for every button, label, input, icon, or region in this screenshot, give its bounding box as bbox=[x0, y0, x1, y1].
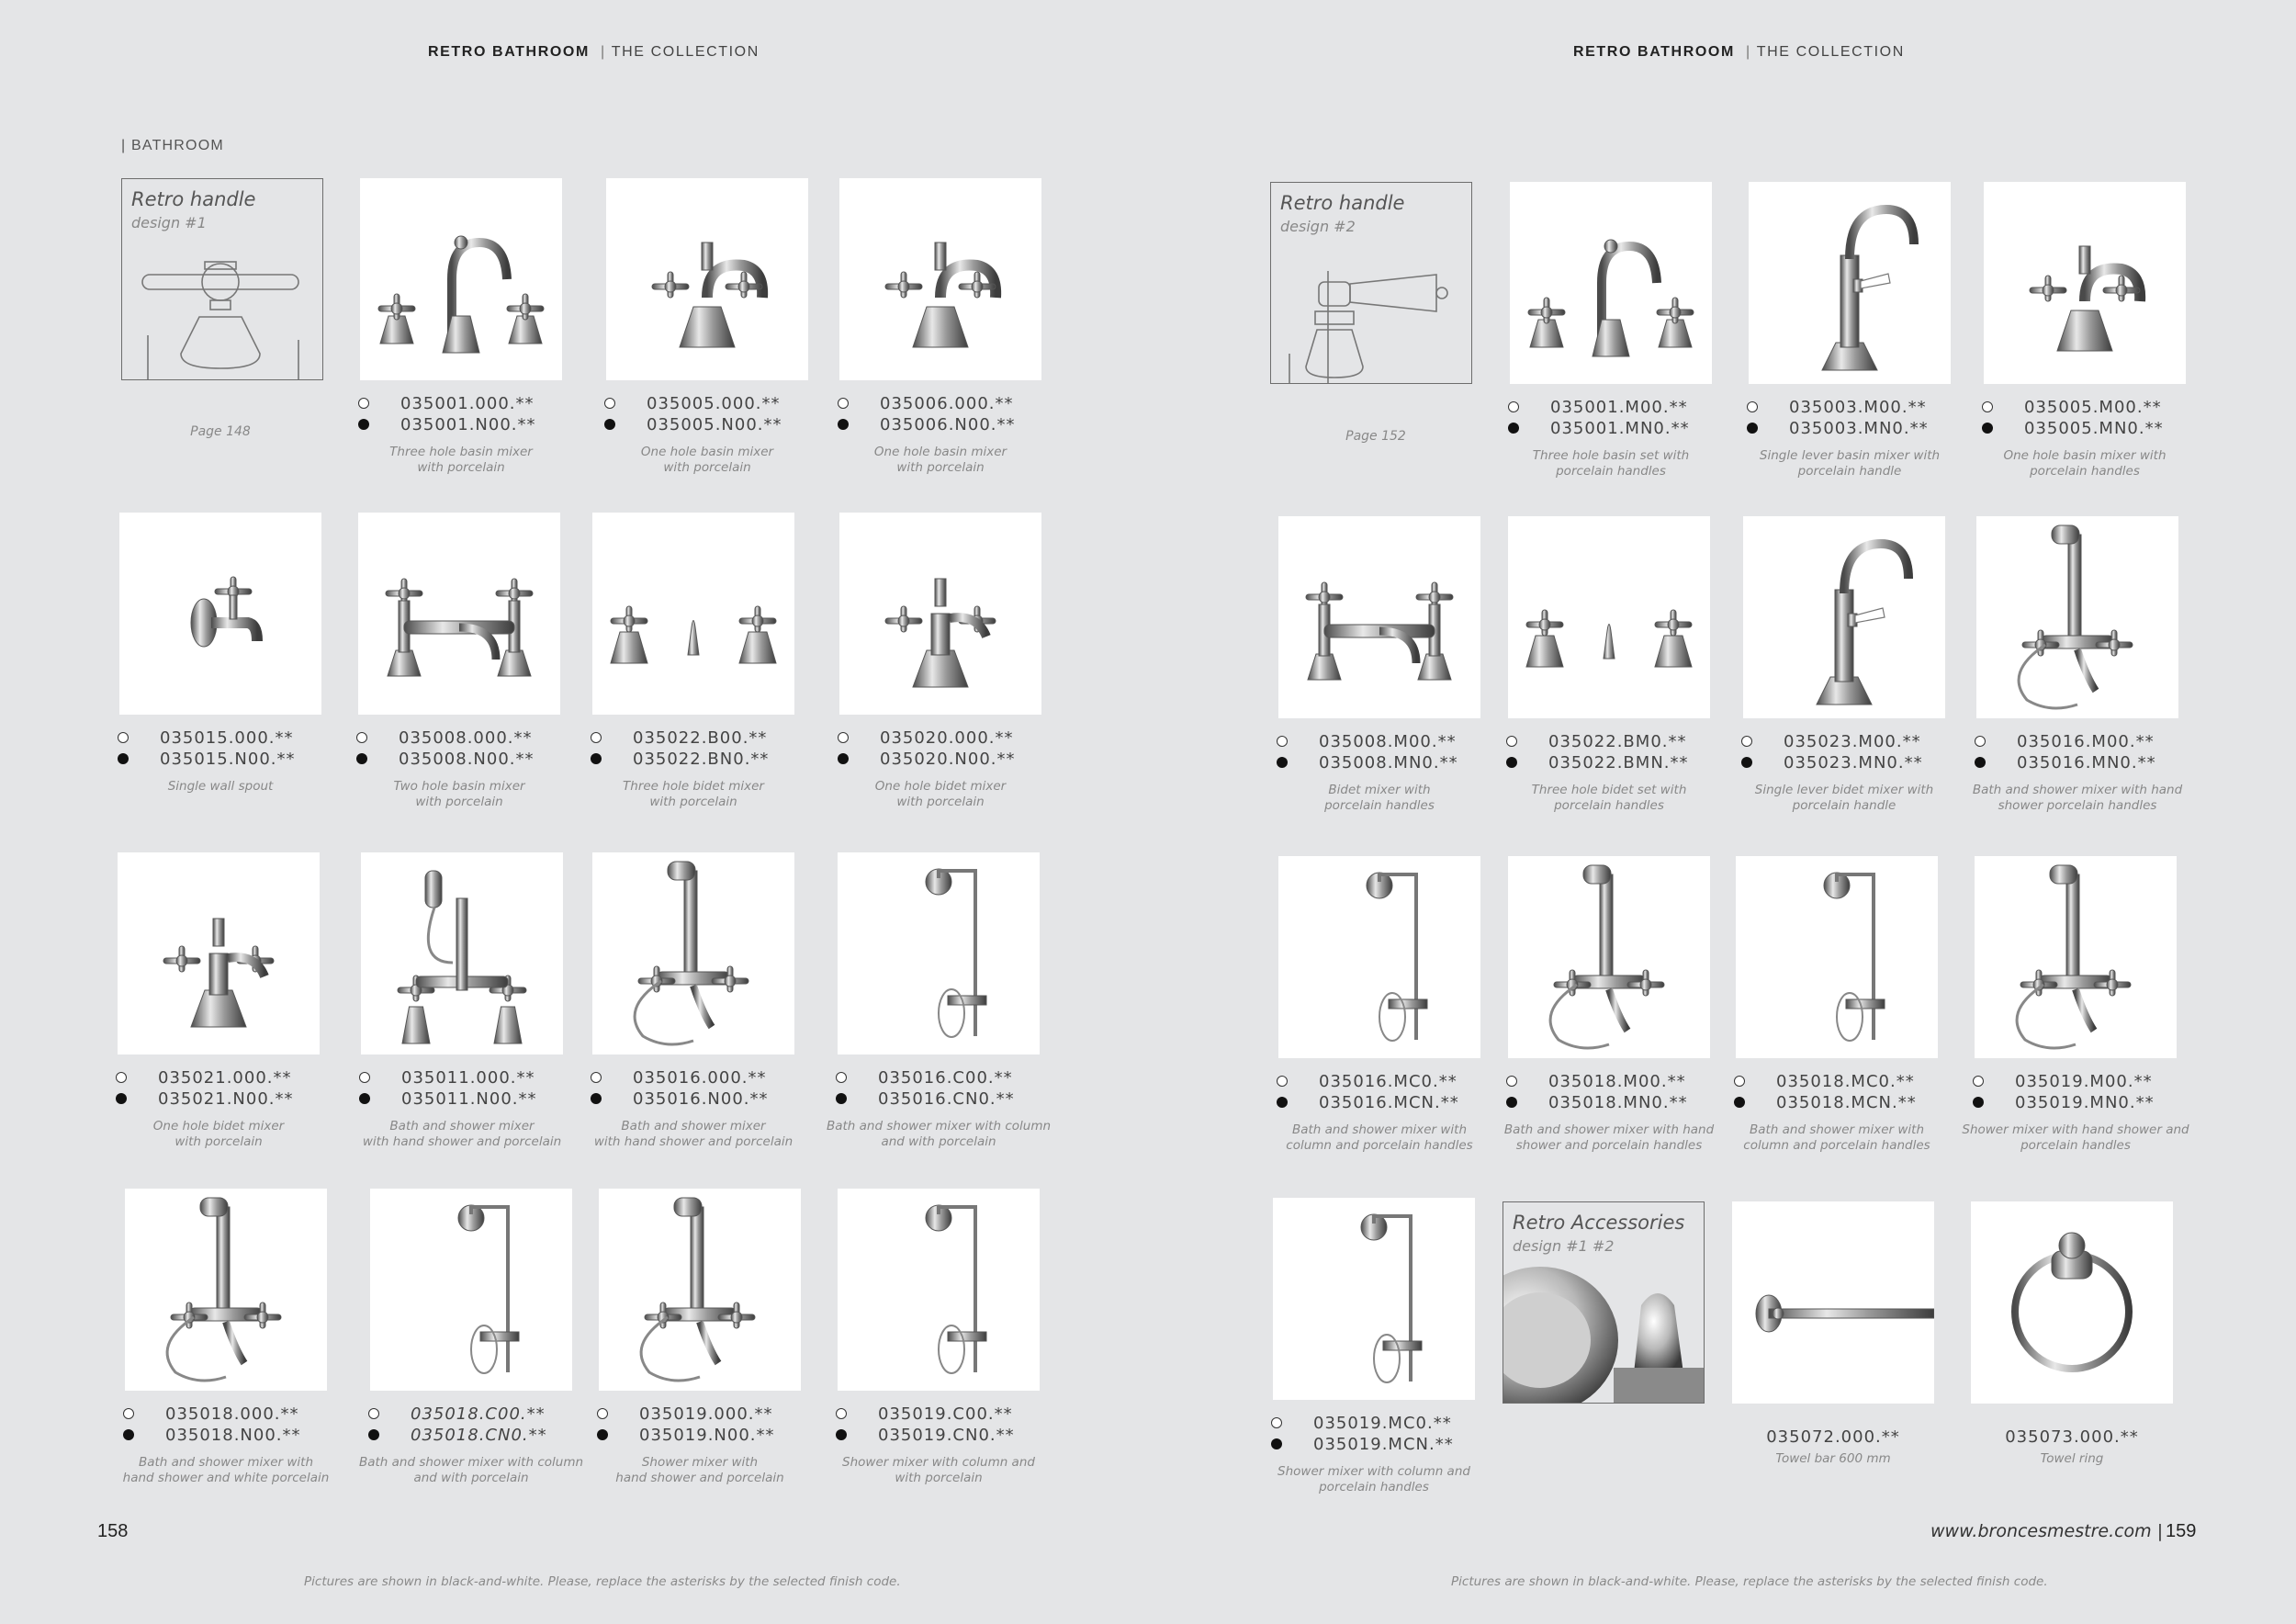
product-codes bbox=[1971, 1071, 2200, 1113]
bridge-mixer-icon bbox=[1278, 516, 1480, 718]
product-image[interactable] bbox=[1508, 516, 1710, 718]
product-image[interactable] bbox=[1749, 182, 1951, 384]
accessory-code: 035073.000.** bbox=[2005, 1427, 2139, 1447]
code-text: 035022.BMN.** bbox=[1548, 753, 1689, 773]
product-code bbox=[602, 393, 832, 414]
finish-white-dot-icon bbox=[838, 398, 849, 409]
finish-black-dot-icon bbox=[1741, 757, 1752, 768]
product-code bbox=[834, 1425, 1064, 1446]
product-image[interactable] bbox=[592, 513, 794, 715]
code-text: 035001.M00.** bbox=[1550, 398, 1688, 417]
code-text: 035008.MN0.** bbox=[1319, 753, 1458, 773]
design-subtitle: design #2 bbox=[1280, 218, 1356, 235]
code-text: 035020.N00.** bbox=[880, 750, 1016, 769]
product-code bbox=[1973, 731, 2202, 752]
product-codes bbox=[834, 1404, 1064, 1446]
product-image[interactable] bbox=[599, 1189, 801, 1391]
product-code bbox=[836, 749, 1065, 770]
shower-column-icon bbox=[1278, 856, 1480, 1058]
product-image[interactable] bbox=[1976, 516, 2178, 718]
finish-black-dot-icon bbox=[1975, 757, 1986, 768]
accessory-image[interactable] bbox=[1971, 1201, 2173, 1404]
wall-bath-shower-icon bbox=[1508, 856, 1710, 1058]
product-code bbox=[595, 1425, 825, 1446]
finish-white-dot-icon bbox=[604, 398, 615, 409]
finish-white-dot-icon bbox=[356, 732, 367, 743]
product-caption: Single lever basin mixer with porcelain handle bbox=[1759, 448, 1941, 479]
code-text: 035008.000.** bbox=[399, 728, 533, 748]
finish-black-dot-icon bbox=[1747, 423, 1758, 434]
code-text: 035021.000.** bbox=[158, 1068, 292, 1088]
product-code bbox=[836, 393, 1065, 414]
finish-black-dot-icon bbox=[1508, 423, 1519, 434]
shower-column-icon bbox=[838, 1189, 1040, 1391]
code-text: 035011.000.** bbox=[401, 1068, 535, 1088]
product-code bbox=[114, 1088, 343, 1110]
finish-white-dot-icon bbox=[368, 1408, 379, 1419]
code-text: 035022.B00.** bbox=[633, 728, 768, 748]
bidet-mixer-icon bbox=[118, 852, 320, 1054]
product-image[interactable] bbox=[119, 513, 321, 715]
code-text: 035011.N00.** bbox=[401, 1089, 537, 1109]
product-code bbox=[356, 393, 586, 414]
product-codes bbox=[589, 727, 818, 770]
bidet-mixer-icon bbox=[839, 513, 1041, 715]
product-code bbox=[834, 1067, 1064, 1088]
product-image[interactable] bbox=[838, 852, 1040, 1054]
product-caption: Bath and shower mixer with column and with porcelain bbox=[358, 1455, 584, 1485]
code-text: 035016.MN0.** bbox=[2017, 753, 2156, 773]
page-header-right: RETRO BATHROOM | THE COLLECTION bbox=[1573, 44, 1905, 60]
finish-white-dot-icon bbox=[1277, 1076, 1288, 1087]
product-code bbox=[589, 1088, 818, 1110]
code-text: 035005.MN0.** bbox=[2024, 419, 2164, 438]
wall-bath-shower-icon bbox=[125, 1189, 327, 1391]
towel-ring-icon bbox=[1971, 1201, 2173, 1404]
product-codes bbox=[602, 393, 832, 435]
product-codes bbox=[356, 393, 586, 435]
code-text: 035018.CN0.** bbox=[411, 1426, 547, 1445]
product-image[interactable] bbox=[1736, 856, 1938, 1058]
code-text: 035005.000.** bbox=[647, 394, 781, 413]
product-code bbox=[357, 1088, 587, 1110]
accessories-title: Retro Accessories bbox=[1513, 1212, 1685, 1234]
wall-bath-shower-icon bbox=[1976, 516, 2178, 718]
product-codes bbox=[595, 1404, 825, 1446]
three-hole-bidet-icon bbox=[592, 513, 794, 715]
code-text: 035016.MCN.** bbox=[1319, 1093, 1459, 1112]
product-image[interactable] bbox=[839, 178, 1041, 380]
product-code bbox=[1739, 752, 1969, 773]
product-image[interactable] bbox=[839, 513, 1041, 715]
finish-black-dot-icon bbox=[591, 1093, 602, 1104]
product-code bbox=[1739, 731, 1969, 752]
finish-black-dot-icon bbox=[1277, 1097, 1288, 1108]
code-text: 035019.M00.** bbox=[2015, 1072, 2153, 1091]
product-code bbox=[366, 1425, 596, 1446]
product-caption: Single wall spout bbox=[167, 779, 274, 794]
product-code bbox=[1506, 418, 1736, 439]
product-code bbox=[1275, 1092, 1504, 1113]
product-code bbox=[1275, 752, 1504, 773]
product-codes bbox=[1506, 397, 1736, 439]
product-code bbox=[355, 749, 584, 770]
product-code bbox=[589, 727, 818, 749]
product-code bbox=[834, 1404, 1064, 1425]
product-code bbox=[836, 414, 1065, 435]
product-code bbox=[1504, 731, 1734, 752]
wall-bath-shower-icon bbox=[599, 1189, 801, 1391]
product-caption: One hole basin mixer with porcelain bbox=[640, 445, 774, 475]
finish-white-dot-icon bbox=[1734, 1076, 1745, 1087]
product-image[interactable] bbox=[1278, 516, 1480, 718]
code-text: 035023.M00.** bbox=[1784, 732, 1921, 751]
product-code bbox=[1275, 731, 1504, 752]
product-codes bbox=[1745, 397, 1975, 439]
finish-white-dot-icon bbox=[1277, 736, 1288, 747]
code-text: 035019.MCN.** bbox=[1313, 1435, 1454, 1454]
product-image[interactable] bbox=[1278, 856, 1480, 1058]
website-link[interactable]: www.broncesmestre.com | bbox=[1930, 1521, 2164, 1541]
code-text: 035003.M00.** bbox=[1789, 398, 1927, 417]
product-code bbox=[114, 1067, 343, 1088]
product-image[interactable] bbox=[1984, 182, 2186, 384]
product-code bbox=[356, 414, 586, 435]
code-text: 035016.000.** bbox=[633, 1068, 767, 1088]
finish-white-dot-icon bbox=[1508, 401, 1519, 412]
product-codes bbox=[121, 1404, 351, 1446]
bridge-mixer-icon bbox=[358, 513, 560, 715]
finish-black-dot-icon bbox=[1973, 1097, 1984, 1108]
finish-black-dot-icon bbox=[368, 1429, 379, 1440]
product-codes bbox=[1275, 1071, 1504, 1113]
product-code bbox=[836, 727, 1065, 749]
page-reference-right[interactable]: Page 152 bbox=[1345, 429, 1406, 444]
product-code bbox=[1971, 1071, 2200, 1092]
product-code bbox=[602, 414, 832, 435]
code-text: 035016.N00.** bbox=[633, 1089, 769, 1109]
product-code bbox=[1971, 1092, 2200, 1113]
product-caption: Bath and shower mixer with hand shower and porcelain bbox=[593, 1119, 793, 1149]
product-code bbox=[121, 1425, 351, 1446]
product-code bbox=[1506, 397, 1736, 418]
finish-black-dot-icon bbox=[604, 419, 615, 430]
product-code bbox=[589, 749, 818, 770]
single-lever-mixer-icon bbox=[1749, 182, 1951, 384]
finish-white-dot-icon bbox=[591, 732, 602, 743]
shower-column-icon bbox=[370, 1189, 572, 1391]
accessory-image[interactable] bbox=[1732, 1201, 1934, 1404]
product-codes bbox=[1980, 397, 2210, 439]
accessories-box bbox=[1503, 1201, 1705, 1404]
product-caption: Bath and shower mixer with hand shower and porcelain handles bbox=[1503, 1122, 1715, 1153]
product-codes bbox=[357, 1067, 587, 1110]
product-code bbox=[1269, 1413, 1499, 1434]
shower-column-icon bbox=[1736, 856, 1938, 1058]
code-text: 035005.N00.** bbox=[647, 415, 782, 434]
finish-white-dot-icon bbox=[123, 1408, 134, 1419]
product-codes bbox=[836, 393, 1065, 435]
lever-handle-drawing-icon bbox=[1271, 183, 1471, 383]
product-caption: Bath and shower mixer with column and porcelain handles bbox=[1286, 1122, 1473, 1153]
finish-white-dot-icon bbox=[836, 1408, 847, 1419]
code-text: 035023.MN0.** bbox=[1784, 753, 1923, 773]
product-code bbox=[1745, 418, 1975, 439]
product-caption: Bath and shower mixer with column and porcelain handles bbox=[1743, 1122, 1930, 1153]
product-image[interactable] bbox=[370, 1189, 572, 1391]
product-code bbox=[116, 727, 345, 749]
page-header-left: RETRO BATHROOM | THE COLLECTION bbox=[428, 44, 760, 60]
design-title: Retro handle bbox=[1280, 192, 1405, 214]
design-box-right bbox=[1270, 182, 1472, 384]
three-hole-mixer-icon bbox=[360, 178, 562, 380]
product-caption: One hole bidet mixer with porcelain bbox=[152, 1119, 285, 1149]
product-codes bbox=[836, 727, 1065, 770]
product-caption: Two hole basin mixer with porcelain bbox=[393, 779, 525, 809]
finish-white-dot-icon bbox=[836, 1072, 847, 1083]
finish-black-dot-icon bbox=[123, 1429, 134, 1440]
product-code bbox=[366, 1404, 596, 1425]
finish-white-dot-icon bbox=[118, 732, 129, 743]
product-code bbox=[1980, 418, 2210, 439]
finish-white-dot-icon bbox=[358, 398, 369, 409]
product-code bbox=[589, 1067, 818, 1088]
finish-black-dot-icon bbox=[118, 753, 129, 764]
product-codes bbox=[1504, 1071, 1734, 1113]
finish-black-dot-icon bbox=[836, 1429, 847, 1440]
product-code bbox=[355, 727, 584, 749]
product-code bbox=[1732, 1092, 1962, 1113]
finish-black-dot-icon bbox=[1277, 757, 1288, 768]
product-code bbox=[1980, 397, 2210, 418]
code-text: 035006.000.** bbox=[880, 394, 1014, 413]
product-codes bbox=[355, 727, 584, 770]
product-caption: Three hole basin mixer with porcelain bbox=[389, 445, 533, 475]
code-text: 035018.MCN.** bbox=[1776, 1093, 1917, 1112]
product-codes bbox=[114, 1067, 343, 1110]
finish-white-dot-icon bbox=[1975, 736, 1986, 747]
code-text: 035021.N00.** bbox=[158, 1089, 294, 1109]
product-caption: Bath and shower mixer with column and with porcelain bbox=[826, 1119, 1052, 1149]
code-text: 035019.MN0.** bbox=[2015, 1093, 2155, 1112]
product-caption: One hole bidet mixer with porcelain bbox=[874, 779, 1007, 809]
product-codes bbox=[1269, 1413, 1499, 1455]
finish-white-dot-icon bbox=[1506, 736, 1517, 747]
product-caption: Bidet mixer with porcelain handles bbox=[1324, 783, 1435, 813]
finish-white-dot-icon bbox=[597, 1408, 608, 1419]
code-text: 035020.000.** bbox=[880, 728, 1014, 748]
code-text: 035018.MN0.** bbox=[1548, 1093, 1688, 1112]
product-code bbox=[834, 1088, 1064, 1110]
code-text: 035022.BN0.** bbox=[633, 750, 770, 769]
product-code bbox=[1732, 1071, 1962, 1092]
product-image[interactable] bbox=[358, 513, 560, 715]
code-text: 035019.N00.** bbox=[639, 1426, 775, 1445]
product-caption: Three hole bidet set with porcelain handles bbox=[1531, 783, 1687, 813]
finish-white-dot-icon bbox=[359, 1072, 370, 1083]
product-image[interactable] bbox=[1273, 1198, 1475, 1400]
code-text: 035022.BM0.** bbox=[1548, 732, 1687, 751]
product-caption: Shower mixer with column and with porcelain bbox=[842, 1455, 1035, 1485]
three-hole-mixer-icon bbox=[1510, 182, 1712, 384]
product-code bbox=[1275, 1071, 1504, 1092]
finish-white-dot-icon bbox=[116, 1072, 127, 1083]
product-caption: One hole basin mixer with porcelain bbox=[873, 445, 1007, 475]
finish-black-dot-icon bbox=[359, 1093, 370, 1104]
code-text: 035001.MN0.** bbox=[1550, 419, 1690, 438]
code-text: 035018.000.** bbox=[165, 1404, 299, 1424]
finish-black-dot-icon bbox=[116, 1093, 127, 1104]
product-codes bbox=[1739, 731, 1969, 773]
finish-white-dot-icon bbox=[1506, 1076, 1517, 1087]
accessory-code: 035072.000.** bbox=[1766, 1427, 1900, 1447]
product-code bbox=[1745, 397, 1975, 418]
finish-white-dot-icon bbox=[1741, 736, 1752, 747]
product-caption: Bath and shower mixer with hand shower and white porcelain bbox=[122, 1455, 330, 1485]
one-hole-mixer-icon bbox=[839, 178, 1041, 380]
finish-black-dot-icon bbox=[1506, 757, 1517, 768]
finish-black-dot-icon bbox=[1982, 423, 1993, 434]
page-number-left: 158 bbox=[97, 1521, 129, 1541]
code-text: 035018.C00.** bbox=[411, 1404, 546, 1424]
code-text: 035016.CN0.** bbox=[878, 1089, 1015, 1109]
product-code bbox=[1504, 752, 1734, 773]
finish-black-dot-icon bbox=[838, 419, 849, 430]
single-lever-mixer-icon bbox=[1743, 516, 1945, 718]
finish-white-dot-icon bbox=[1982, 401, 1993, 412]
code-text: 035008.M00.** bbox=[1319, 732, 1457, 751]
code-text: 035016.MC0.** bbox=[1319, 1072, 1458, 1091]
product-codes bbox=[1973, 731, 2202, 773]
product-image[interactable] bbox=[118, 852, 320, 1054]
product-image[interactable] bbox=[1510, 182, 1712, 384]
product-caption: Shower mixer with column and porcelain handles bbox=[1277, 1464, 1470, 1494]
product-code bbox=[595, 1404, 825, 1425]
code-text: 035018.M00.** bbox=[1548, 1072, 1686, 1091]
product-code bbox=[1973, 752, 2202, 773]
product-code bbox=[357, 1067, 587, 1088]
product-caption: Single lever bidet mixer with porcelain handle bbox=[1754, 783, 1934, 813]
code-text: 035019.CN0.** bbox=[878, 1426, 1015, 1445]
finish-black-dot-icon bbox=[1271, 1438, 1282, 1449]
product-caption: Three hole basin set with porcelain handles bbox=[1532, 448, 1690, 479]
finish-white-dot-icon bbox=[591, 1072, 602, 1083]
product-codes bbox=[116, 727, 345, 770]
code-text: 035006.N00.** bbox=[880, 415, 1016, 434]
product-caption: One hole basin mixer with porcelain handles bbox=[2003, 448, 2167, 479]
product-code bbox=[1504, 1071, 1734, 1092]
wall-bath-shower-icon bbox=[592, 852, 794, 1054]
finish-black-dot-icon bbox=[358, 419, 369, 430]
code-text: 035001.N00.** bbox=[400, 415, 536, 434]
product-image[interactable] bbox=[361, 852, 563, 1054]
page-number-right: 159 bbox=[2166, 1521, 2197, 1541]
finish-white-dot-icon bbox=[1747, 401, 1758, 412]
product-codes bbox=[589, 1067, 818, 1110]
product-image[interactable] bbox=[592, 852, 794, 1054]
product-code bbox=[1504, 1092, 1734, 1113]
design-box-left bbox=[121, 178, 323, 380]
code-text: 035008.N00.** bbox=[399, 750, 535, 769]
product-caption: Bath and shower mixer with hand shower porcelain handles bbox=[1972, 783, 2183, 813]
shower-column-icon bbox=[1273, 1198, 1475, 1400]
product-image[interactable] bbox=[360, 178, 562, 380]
accessories-subtitle: design #1 #2 bbox=[1513, 1237, 1615, 1255]
code-text: 035003.MN0.** bbox=[1789, 419, 1929, 438]
wall-bath-shower-icon bbox=[1975, 856, 2177, 1058]
code-text: 035019.MC0.** bbox=[1313, 1414, 1452, 1433]
product-caption: Bath and shower mixer with hand shower and porcelain bbox=[362, 1119, 562, 1149]
product-codes bbox=[366, 1404, 596, 1446]
product-caption: Shower mixer with hand shower and porcelain handles bbox=[1962, 1122, 2189, 1153]
footer-note-left: Pictures are shown in black-and-white. Please, replace the asterisks by the selected finish code. bbox=[304, 1574, 901, 1589]
code-text: 035018.N00.** bbox=[165, 1426, 301, 1445]
cross-handle-drawing-icon bbox=[122, 179, 322, 379]
deck-bath-shower-icon bbox=[361, 852, 563, 1054]
product-image[interactable] bbox=[1508, 856, 1710, 1058]
accessory-caption: Towel bar 600 mm bbox=[1775, 1451, 1891, 1466]
finish-black-dot-icon bbox=[591, 753, 602, 764]
finish-white-dot-icon bbox=[1271, 1417, 1282, 1428]
product-code bbox=[121, 1404, 351, 1425]
code-text: 035015.000.** bbox=[160, 728, 294, 748]
accessory-caption: Towel ring bbox=[2040, 1451, 2104, 1466]
code-text: 035005.M00.** bbox=[2024, 398, 2162, 417]
towel-bar-icon bbox=[1732, 1201, 1934, 1404]
design-title: Retro handle bbox=[131, 188, 256, 210]
section-label: | BATHROOM bbox=[121, 138, 224, 153]
finish-black-dot-icon bbox=[1734, 1097, 1745, 1108]
three-hole-bidet-icon bbox=[1508, 516, 1710, 718]
product-codes bbox=[1504, 731, 1734, 773]
finish-black-dot-icon bbox=[1506, 1097, 1517, 1108]
footer-note-right: Pictures are shown in black-and-white. Please, replace the asterisks by the selected finish code. bbox=[1451, 1574, 2048, 1589]
code-text: 035019.C00.** bbox=[878, 1404, 1013, 1424]
code-text: 035001.000.** bbox=[400, 394, 535, 413]
one-hole-mixer-icon bbox=[1984, 182, 2186, 384]
finish-black-dot-icon bbox=[356, 753, 367, 764]
product-caption: Three hole bidet mixer with porcelain bbox=[623, 779, 764, 809]
finish-white-dot-icon bbox=[1973, 1076, 1984, 1087]
code-text: 035018.MC0.** bbox=[1776, 1072, 1915, 1091]
finish-black-dot-icon bbox=[838, 753, 849, 764]
code-text: 035019.000.** bbox=[639, 1404, 773, 1424]
finish-black-dot-icon bbox=[836, 1093, 847, 1104]
design-subtitle: design #1 bbox=[131, 214, 207, 231]
product-codes bbox=[1732, 1071, 1962, 1113]
code-text: 035015.N00.** bbox=[160, 750, 296, 769]
finish-white-dot-icon bbox=[838, 732, 849, 743]
product-image[interactable] bbox=[606, 178, 808, 380]
product-caption: Shower mixer with hand shower and porcelain bbox=[615, 1455, 784, 1485]
product-codes bbox=[834, 1067, 1064, 1110]
product-code bbox=[116, 749, 345, 770]
product-image[interactable] bbox=[125, 1189, 327, 1391]
product-image[interactable] bbox=[838, 1189, 1040, 1391]
product-image[interactable] bbox=[1975, 856, 2177, 1058]
page-reference-left[interactable]: Page 148 bbox=[190, 424, 251, 439]
product-codes bbox=[1275, 731, 1504, 773]
code-text: 035016.M00.** bbox=[2017, 732, 2155, 751]
product-image[interactable] bbox=[1743, 516, 1945, 718]
product-code bbox=[1269, 1434, 1499, 1455]
wall-spout-icon bbox=[119, 513, 321, 715]
code-text: 035016.C00.** bbox=[878, 1068, 1013, 1088]
finish-black-dot-icon bbox=[597, 1429, 608, 1440]
one-hole-mixer-icon bbox=[606, 178, 808, 380]
shower-column-icon bbox=[838, 852, 1040, 1054]
